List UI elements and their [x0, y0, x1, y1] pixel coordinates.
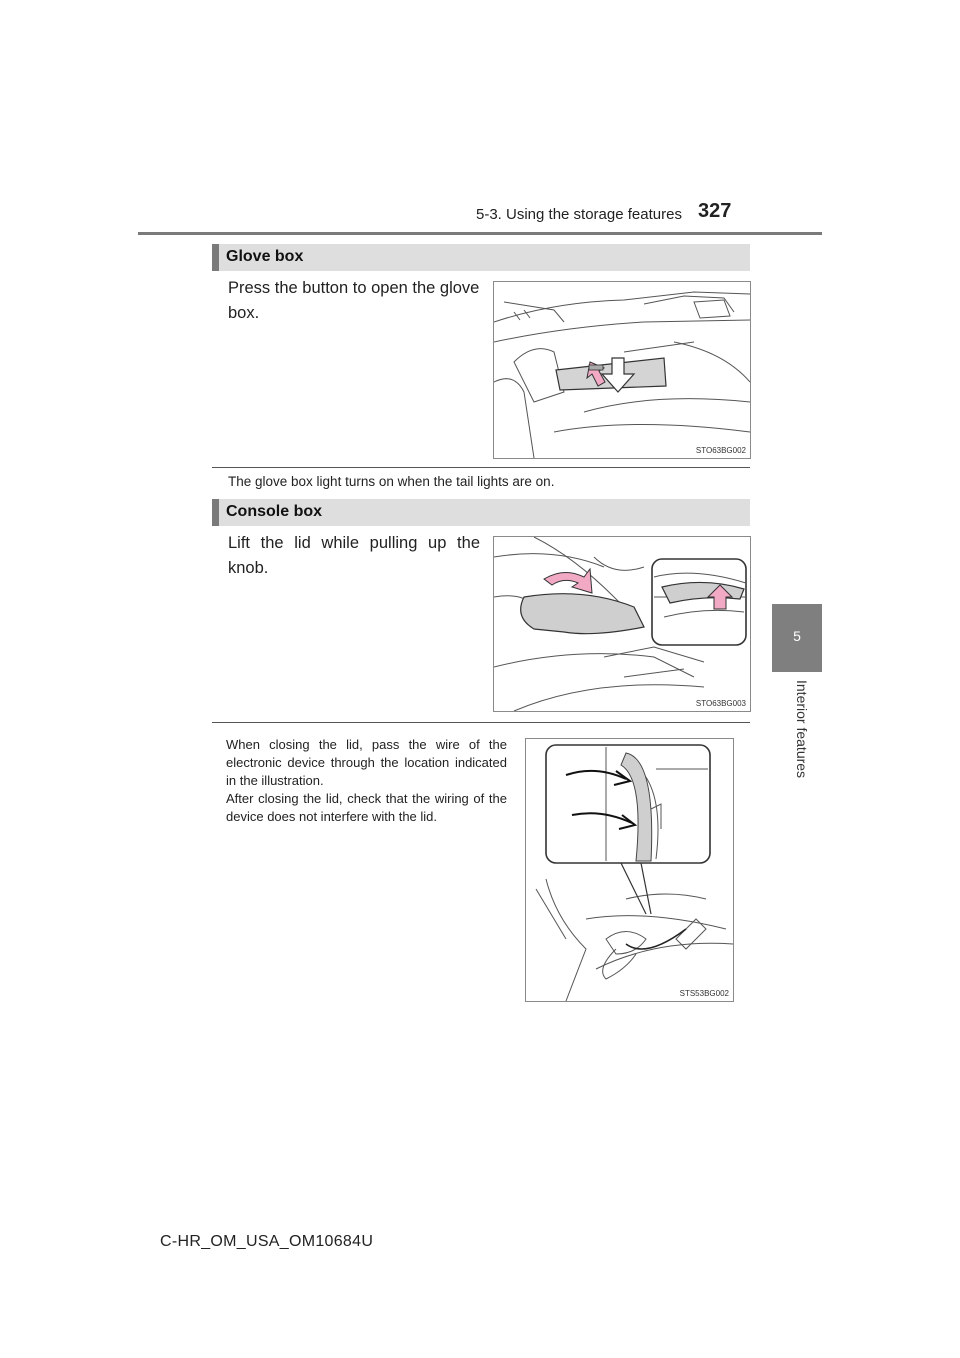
glove-box-light-note: The glove box light turns on when the tail lights are on. [228, 474, 555, 489]
page-number: 327 [698, 200, 732, 222]
glove-box-heading: Glove box [226, 248, 304, 265]
wiring-figure-code: STS53BG002 [679, 989, 729, 998]
chapter-number: 5 [793, 628, 801, 644]
glove-box-figure-code: STO63BG002 [695, 446, 746, 455]
glove-box-heading-bar [212, 244, 750, 271]
running-header: 5-3. Using the storage features [476, 206, 682, 223]
glove-box-instruction: Press the button to open the glove box. [228, 279, 480, 322]
chapter-label: Interior features [794, 680, 810, 779]
wiring-note: When closing the lid, pass the wire of the electronic device through the location indicated in the illustration. After closing the lid, check that the wiring of the device does not interfere with the lid. [226, 737, 507, 824]
console-box-heading-bar [212, 499, 750, 526]
header-rule [138, 232, 822, 235]
console-box-instruction: Lift the lid while pulling up the knob. [228, 534, 480, 577]
wiring-illustration [525, 738, 734, 1002]
glove-box-illustration [493, 281, 751, 459]
heading-edge [212, 244, 219, 271]
console-box-heading: Console box [226, 503, 323, 520]
section-rule [212, 467, 750, 468]
section-rule [212, 722, 750, 723]
document-id: C-HR_OM_USA_OM10684U [160, 1233, 374, 1250]
console-box-figure-code: STO63BG003 [695, 699, 746, 708]
heading-edge [212, 499, 219, 526]
console-box-illustration [493, 536, 751, 712]
